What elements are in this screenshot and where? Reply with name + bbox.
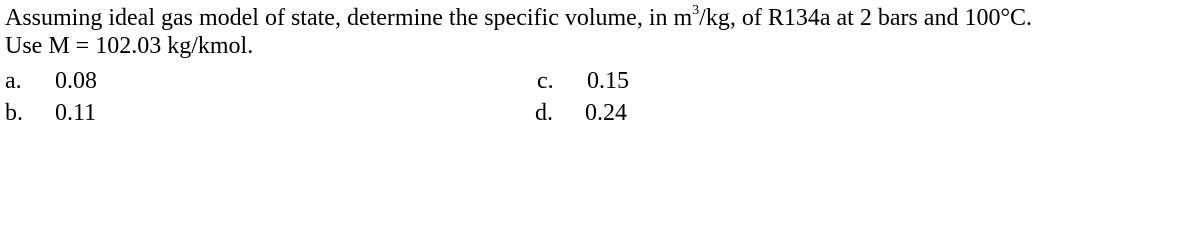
choice-value-b: 0.11 xyxy=(55,100,97,126)
choice-letter-a: a. xyxy=(5,68,22,94)
question-line-1-end: /kg, of R134a at 2 bars and 100°C. xyxy=(699,5,1033,31)
choice-value-c: 0.15 xyxy=(587,68,629,94)
choice-letter-b: b. xyxy=(5,100,23,126)
question-line-1-start: Assuming ideal gas model of state, determine the specific volume, in m xyxy=(5,5,693,31)
answer-choice-d xyxy=(535,99,627,129)
answer-choice-a xyxy=(5,67,97,97)
choice-letter-c: c. xyxy=(537,68,554,94)
choice-value-d: 0.24 xyxy=(585,100,627,126)
choice-value-a: 0.08 xyxy=(55,68,97,94)
question-line-1 xyxy=(5,4,1197,32)
question-text xyxy=(5,4,1197,60)
answer-choice-b xyxy=(5,99,96,129)
choice-letter-d: d. xyxy=(535,100,553,126)
answer-choice-c xyxy=(537,67,629,97)
unit-superscript: 3 xyxy=(692,3,700,18)
question-line-2: Use M = 102.03 kg/kmol. xyxy=(5,33,254,59)
